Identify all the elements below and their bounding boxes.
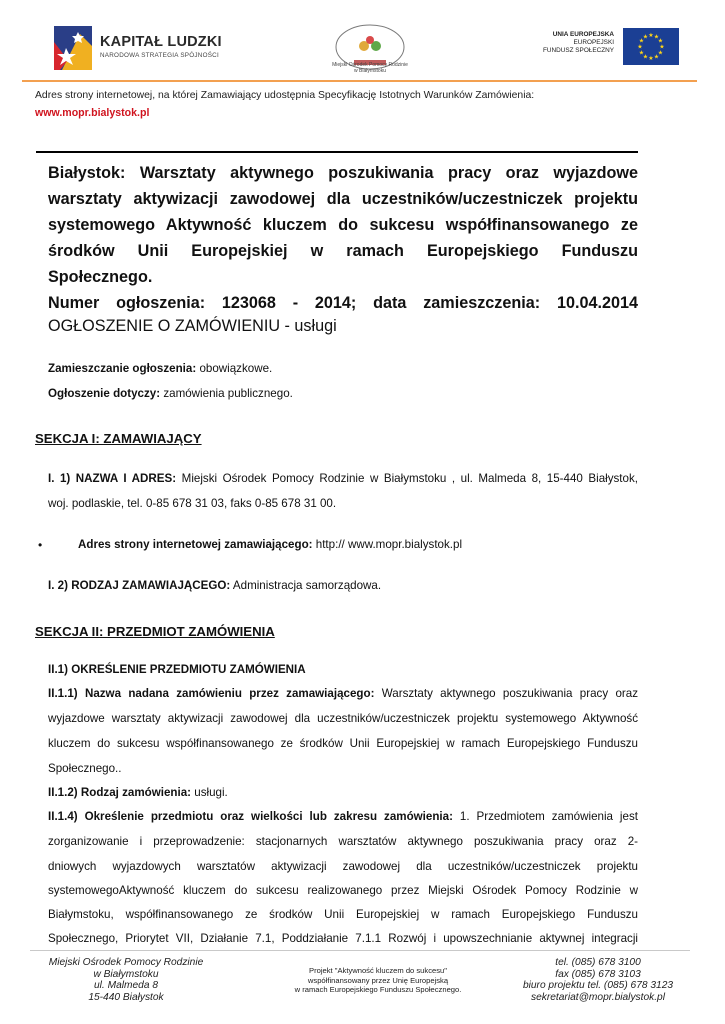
title-line: Białystok: Warsztaty aktywnego poszukiwania pracy oraz wyjazdowe [48,164,638,182]
contracting-type-label: I. 2) RODZAJ ZAMAWIAJĄCEGO: [48,579,231,592]
footer-address [46,957,206,1003]
title-line: systemowego Aktywność kluczem do sukcesu współfinansowanego ze [48,216,638,234]
order-name-value: Warsztaty aktywnego poszukiwania pracy oraz [381,687,639,700]
footer-address-line: 15-440 Białystok [88,991,164,1003]
footer-project-phone: biuro projektu tel. (085) 678 3123 [522,980,674,991]
bullet-icon: • [38,538,43,552]
svg-text:★: ★ [648,32,654,39]
footer-contact [508,957,688,1003]
announcement-number-line: Numer ogłoszenia: 123068 - 2014; data zamieszczenia: 10.04.2014 [48,294,638,312]
svg-text:★: ★ [638,49,645,57]
concerns-label: Ogłoszenie dotyczy: [48,387,161,400]
section-2-subheading: II.1) OKREŚLENIE PRZEDMIOTU ZAMÓWIENIA [48,663,306,676]
posting-line [48,362,272,375]
siwz-address-notice: Adres strony internetowej, na której Zamawiający udostępnia Specyfikację Istotnych Warunków Zamówienia: [35,90,535,101]
order-desc-line5: Białymstoku, współfinansowanego ze środków Unii Europejskiej w ramach Europejskiego Funduszu [48,908,638,921]
order-desc-line3: dniowych wyjazdowych warsztatów aktywizacji zawodowej dla uczestników/uczestniczek projektu [48,860,638,873]
svg-text:★: ★ [648,55,654,62]
order-name-line1 [48,687,638,703]
ue-label [510,31,614,55]
ue-line1: UNIA EUROPEJSKA [552,31,614,38]
footer-project-line: w ramach Europejskiego Funduszu Społecznego. [294,985,462,995]
order-name-line4: Społecznego.. [48,762,122,775]
website-line [78,538,462,551]
svg-text:★: ★ [659,43,665,51]
siwz-address-link[interactable]: www.mopr.bialystok.pl [35,107,150,119]
contracting-type-value: Administracja samorządowa. [232,579,382,592]
order-desc-line1 [48,810,638,826]
svg-text:★: ★ [642,53,649,61]
announcement-title [48,160,638,316]
svg-text:★: ★ [638,37,645,45]
svg-text:★: ★ [653,53,660,61]
title-divider [36,151,638,153]
concerns-line [48,387,293,400]
kapital-ludzki-subtitle: NARODOWA STRATEGIA SPÓJNOŚCI [100,52,219,59]
section-1-name-line2: woj. podlaskie, tel. 0-85 678 31 03, faks 0-85 678 31 00. [48,497,337,510]
svg-text:★: ★ [637,43,643,51]
order-name-line3: kluczem do sukcesu współfinansowanego ze środków Unii Europejskiej w ramach Europejskiego Funduszu [48,737,638,750]
eu-flag-icon [623,28,679,65]
order-desc-line6: Społecznego, Priorytet VII, Działanie 7.1, Poddziałanie 7.1.1 Rozwój i upowszechnianie aktywnej integracji [48,932,638,945]
ue-line2: EUROPEJSKI [573,39,614,46]
concerns-value: zamówienia publicznego. [163,387,293,400]
contracting-type-line [48,579,381,592]
footer-email[interactable]: sekretariat@mopr.bialystok.pl [531,991,665,1003]
order-name-label: II.1.1) Nazwa nadana zamówieniu przez zamawiającego: [48,687,375,700]
order-kind-line [48,786,228,799]
order-kind-value: usługi. [194,786,228,799]
svg-text:★: ★ [657,49,664,57]
order-name-line2: wyjazdowe warsztaty aktywizacji zawodowej dla uczestników/uczestniczek projektu systemowego Aktywność [48,712,638,725]
footer-fax: fax (085) 678 3103 [555,968,641,980]
section-1-name-line1 [48,472,638,488]
announcement-type: OGŁOSZENIE O ZAMÓWIENIU - usługi [48,317,337,335]
mopr-logo-text: Miejski Ośrodek Pomocy Rodzinie w Białymstoku [332,62,408,74]
section-2-heading: SEKCJA II: PRZEDMIOT ZAMÓWIENIA [35,624,275,639]
header-divider [22,80,697,82]
order-desc-line2: zorganizowanie i przeprowadzenie: stacjonarnych warsztatów aktywnego poszukiwania pracy oraz 2- [48,835,638,848]
name-address-value: Miejski Ośrodek Pomocy Rodzinie w Białymstoku , ul. Malmeda 8, 15-440 Białystok, [181,472,638,485]
posting-value: obowiązkowe. [199,362,273,375]
website-label: Adres strony internetowej zamawiającego: [78,538,313,551]
ue-line3: FUNDUSZ SPOŁECZNY [542,47,614,54]
section-1-heading: SEKCJA I: ZAMAWIAJĄCY [35,431,202,446]
footer-divider [30,950,690,951]
title-line: środków Unii Europejskiej w ramach Europejskiego Funduszu [48,242,638,260]
title-line: Społecznego. [48,268,153,286]
name-address-label: I. 1) NAZWA I ADRES: [48,472,177,485]
svg-text:★: ★ [657,37,664,45]
order-desc-value: 1. Przedmiotem zamówienia jest [459,810,638,823]
footer-address-line: w Białymstoku [93,968,159,980]
footer-phone: tel. (085) 678 3100 [555,957,641,968]
footer-address-line: ul. Malmeda 8 [94,980,158,991]
footer-address-line: Miejski Ośrodek Pomocy Rodzinie [48,957,204,968]
footer-project-line: współfinansowany przez Unię Europejską [307,975,449,985]
website-value[interactable]: http:// www.mopr.bialystok.pl [315,538,463,551]
order-kind-label: II.1.2) Rodzaj zamówienia: [48,786,192,799]
kapital-ludzki-title: KAPITAŁ LUDZKI [100,34,222,50]
svg-text:★: ★ [653,33,660,41]
title-line: warsztaty aktywizacji zawodowej dla uczestników/uczestniczek projektu [48,190,638,208]
svg-text:★: ★ [642,33,649,41]
posting-label: Zamieszczanie ogłoszenia: [48,362,197,375]
footer-project-line: Projekt "Aktywność kluczem do sukcesu" [309,966,447,975]
order-desc-line4: systemowegoAktywność kluczem do sukcesu realizowanego przez Miejski Ośrodek Pomocy Rodzinie w [48,884,638,897]
footer-project [268,966,488,995]
order-desc-label: II.1.4) Określenie przedmiotu oraz wielkości lub zakresu zamówienia: [48,810,453,823]
